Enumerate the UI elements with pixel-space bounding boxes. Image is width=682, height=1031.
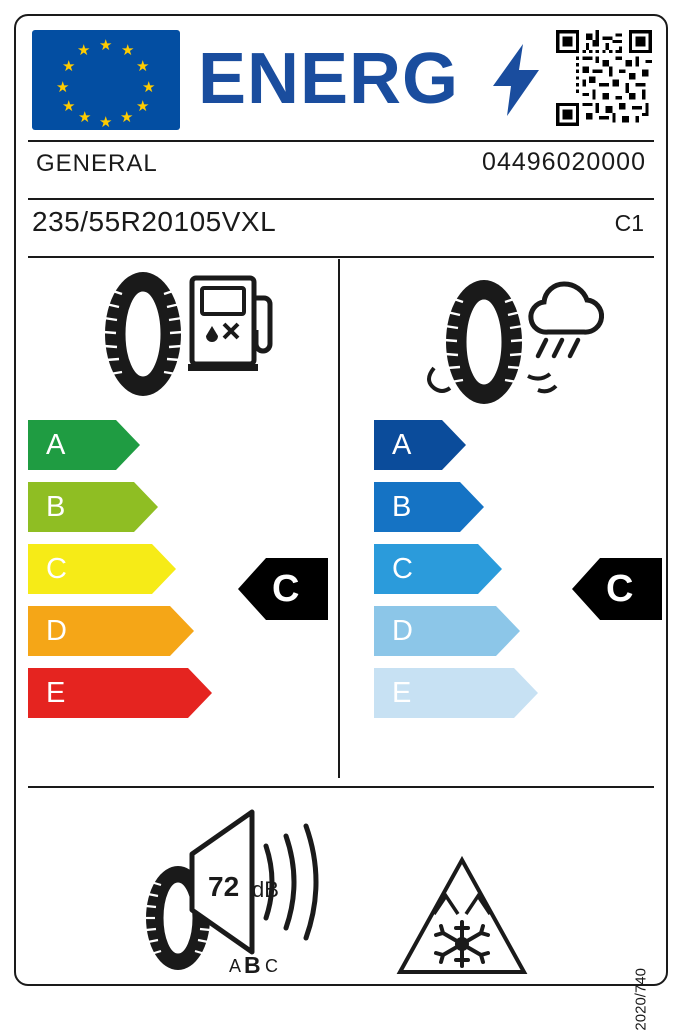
three-peak-mountain-snowflake-icon [394,854,530,984]
rating-letter: D [392,615,413,647]
rain-cloud-icon [531,284,602,356]
brand-name: GENERAL [36,150,158,177]
rating-letter: C [392,553,413,585]
noise-class-b: B [244,952,261,978]
rating-bar [28,420,328,470]
page-title: ENERG [198,39,460,119]
rating-bar [374,668,674,718]
fuel-pump-icon [188,278,270,371]
wet-grip-rating-value: C [606,568,634,610]
fuel-rating-value: C [272,568,300,610]
product-code: 04496020000 [482,148,646,176]
production-date: 2020/740 [633,968,650,1031]
rating-letter: A [392,429,412,461]
rating-bar [374,420,674,470]
qr-code-icon [556,30,652,126]
rating-letter: A [46,429,66,461]
section-separator [338,259,340,778]
wet-grip-rating-badge [572,558,662,620]
rating-letter: E [46,677,66,709]
noise-class-c: C [265,956,278,976]
rating-letter: D [46,615,67,647]
noise-class-a: A [229,956,242,976]
tyre-class: C1 [614,210,644,236]
lightning-bolt-icon [493,44,539,116]
divider-header [28,140,654,142]
tyre-wet-icon [416,264,626,414]
tyre-icon [88,264,288,404]
noise-unit: dB [252,877,279,902]
rating-letter: E [392,677,412,709]
rating-letter: B [392,491,412,523]
divider-bottom [28,786,654,788]
fuel-rating-badge [238,558,328,620]
rating-bar [374,482,674,532]
divider-size [28,256,654,258]
noise-value: 72 [208,871,240,902]
rating-bar [28,482,328,532]
divider-brand [28,198,654,200]
label-frame [14,14,668,1031]
rating-bar [28,668,328,718]
label-header [16,16,666,140]
rating-letter: B [46,491,66,523]
rating-letter: C [46,553,67,585]
eu-flag-icon: ★ ★ ★ ★ ★ ★ ★ ★ ★ ★ ★ ★ [32,30,180,130]
tyre-size: 235/55R20105VXL [32,206,277,237]
